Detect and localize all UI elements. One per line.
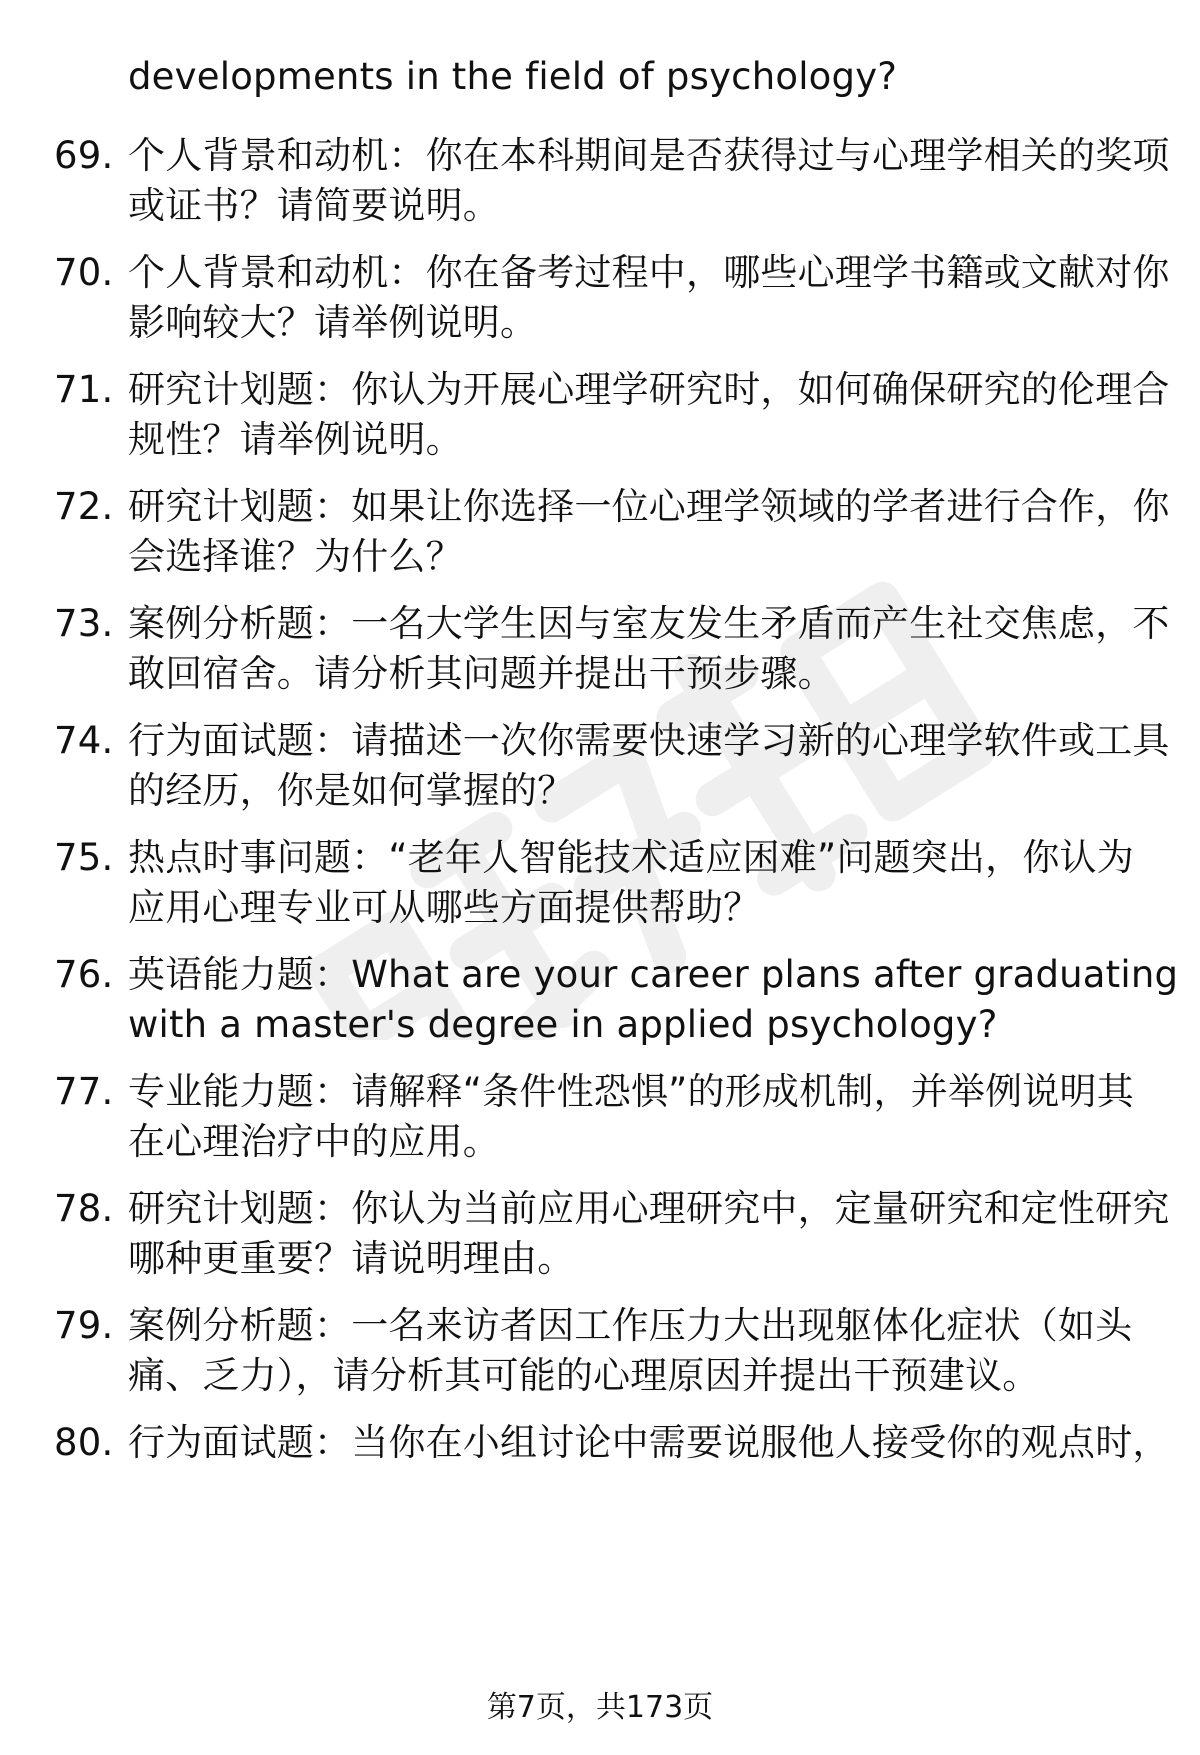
item-line: 案例分析题：一名大学生因与室友发生矛盾而产生社交焦虑，不 — [128, 602, 1170, 645]
list-item — [0, 599, 1200, 709]
item-line: 行为面试题：当你在小组讨论中需要说服他人接受你的观点时， — [128, 1421, 1170, 1464]
list-item — [0, 1418, 1200, 1528]
page-footer: 第7页，共173页 — [486, 1690, 714, 1725]
item-line: 英语能力题：What are your career plans after graduating — [128, 953, 1179, 996]
item-line: 专业能力题：请解释“条件性恐惧”的形成机制，并举例说明其 — [128, 1070, 1134, 1113]
item-line: 个人背景和动机：你在本科期间是否获得过与心理学相关的奖项 — [128, 134, 1170, 177]
item-line: 研究计划题：如果让你选择一位心理学领域的学者进行合作，你 — [128, 485, 1170, 528]
item-line: 规性？请举例说明。 — [128, 418, 463, 461]
item-line: 会选择谁？为什么？ — [128, 535, 463, 578]
item-number: 79. — [54, 1304, 114, 1347]
list-item — [0, 482, 1200, 592]
item-number: 75. — [54, 836, 114, 879]
item-line: 案例分析题：一名来访者因工作压力大出现躯体化症状（如头 — [128, 1304, 1133, 1347]
list-item — [0, 1067, 1200, 1177]
item-line: 或证书？请简要说明。 — [128, 184, 500, 227]
continuation-line: developments in the field of psychology? — [128, 55, 898, 98]
item-line: 研究计划题：你认为开展心理学研究时，如何确保研究的伦理合 — [128, 368, 1170, 411]
item-text — [128, 716, 1170, 816]
item-text — [128, 599, 1170, 699]
list-item — [0, 365, 1200, 475]
item-line: 在心理治疗中的应用。 — [128, 1120, 500, 1163]
list-item — [0, 248, 1200, 358]
item-line: 敢回宿舍。请分析其问题并提出干预步骤。 — [128, 652, 835, 695]
item-number: 80. — [54, 1421, 114, 1464]
item-text — [128, 131, 1170, 231]
item-number: 73. — [54, 602, 114, 645]
item-line: 痛、乏力），请分析其可能的心理原因并提出干预建议。 — [128, 1354, 1040, 1397]
item-line: 应用心理专业可从哪些方面提供帮助？ — [128, 886, 761, 929]
list-item — [0, 131, 1200, 241]
item-text — [128, 950, 1179, 1050]
item-number: 72. — [54, 485, 114, 528]
item-text — [128, 482, 1170, 582]
list-item — [0, 1301, 1200, 1411]
item-text — [128, 248, 1170, 348]
item-text — [128, 1067, 1148, 1167]
item-line: 行为面试题：请描述一次你需要快速学习新的心理学软件或工具 — [128, 719, 1170, 762]
item-number: 70. — [54, 251, 114, 294]
item-text — [128, 833, 1148, 933]
item-number: 74. — [54, 719, 114, 762]
item-line: 研究计划题：你认为当前应用心理研究中，定量研究和定性研究 — [128, 1187, 1170, 1230]
item-number: 77. — [54, 1070, 114, 1113]
list-item — [0, 716, 1200, 826]
item-line: with a master's degree in applied psychology? — [128, 1003, 998, 1046]
item-number: 71. — [54, 368, 114, 411]
item-text — [128, 365, 1170, 465]
item-text — [128, 1418, 1170, 1468]
item-line: 热点时事问题：“老年人智能技术适应困难”问题突出，你认为 — [128, 836, 1134, 879]
list-item — [0, 950, 1200, 1060]
item-number: 69. — [54, 134, 114, 177]
item-line: 影响较大？请举例说明。 — [128, 301, 538, 344]
item-line: 的经历，你是如何掌握的？ — [128, 769, 575, 812]
item-text — [128, 1184, 1170, 1284]
item-line: 哪种更重要？请说明理由。 — [128, 1237, 575, 1280]
item-line: 个人背景和动机：你在备考过程中，哪些心理学书籍或文献对你 — [128, 251, 1170, 294]
list-item — [0, 1184, 1200, 1294]
item-text — [128, 1301, 1148, 1401]
item-number: 78. — [54, 1187, 114, 1230]
item-number: 76. — [54, 953, 114, 996]
list-item — [0, 833, 1200, 943]
